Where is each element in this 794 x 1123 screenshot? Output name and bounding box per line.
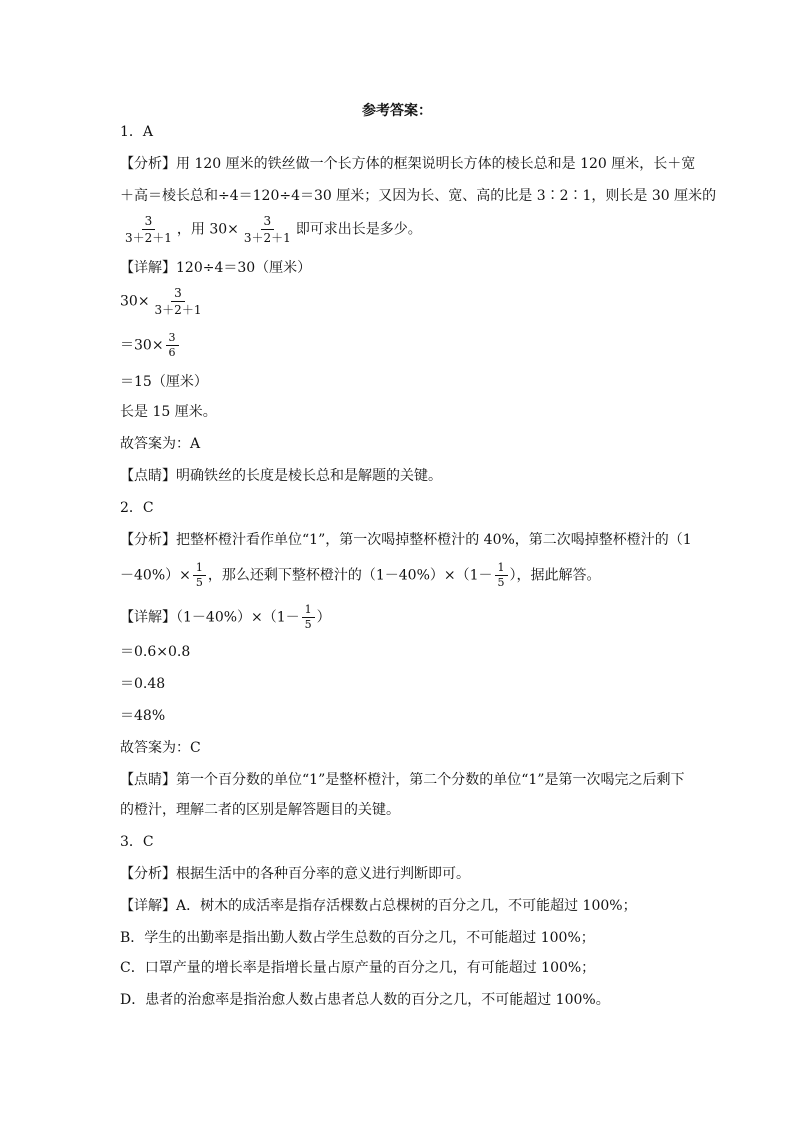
q1-detail-fraction bbox=[152, 286, 205, 317]
q2-analysis-text-b1: －40%）× bbox=[120, 567, 191, 584]
q3-detail-b: B．学生的出勤率是指出勤人数占学生总数的百分之几，不可能超过 100%； bbox=[120, 930, 595, 946]
q2-detail-1 bbox=[120, 604, 331, 631]
q2-fraction-numerator: 1 bbox=[193, 562, 206, 576]
q1-fraction-numerator: 3 bbox=[142, 214, 156, 230]
q3-number: 3．C bbox=[120, 834, 154, 850]
q2-detail-4: ＝48% bbox=[120, 708, 166, 724]
q1-detail-3-denominator: 6 bbox=[168, 346, 176, 359]
q1-detail-2 bbox=[120, 286, 206, 317]
q2-analysis-text-b3: ），据此解答。 bbox=[509, 567, 601, 584]
q2-number: 2．C bbox=[120, 500, 154, 516]
q1-analysis-text-c2: 即可求出长是多少。 bbox=[295, 221, 422, 238]
q2-fraction-denominator: 5 bbox=[195, 576, 203, 589]
q1-fraction bbox=[122, 214, 175, 245]
q1-detail-2-prefix: 30× bbox=[120, 293, 150, 310]
q2-analysis-line-1: 【分析】把整杯橙汁看作单位“1”，第一次喝掉整杯橙汁的 40%，第二次喝掉整杯橙汁的（1 bbox=[120, 532, 692, 548]
q1-detail-1: 【详解】120÷4＝30（厘米） bbox=[120, 260, 312, 276]
q2-fraction bbox=[193, 562, 206, 589]
q2-answer: 故答案为：C bbox=[120, 740, 201, 756]
q2-fraction-2-denominator: 5 bbox=[497, 576, 505, 589]
q3-detail-a: 【详解】A．树木的成活率是指存活棵数占总棵树的百分之几，不可能超过 100%； bbox=[120, 898, 637, 914]
q1-analysis-line-2: ＋高＝棱长总和÷4＝120÷4＝30 厘米；又因为长、宽、高的比是 3∶2∶1，则长是 30 厘米的 bbox=[120, 188, 717, 204]
q2-detail-fraction-denominator: 5 bbox=[304, 618, 312, 631]
q1-answer: 故答案为：A bbox=[120, 436, 201, 452]
q1-analysis-line-1: 【分析】用 120 厘米的铁丝做一个长方体的框架说明长方体的棱长总和是 120 厘米，长＋宽 bbox=[120, 156, 696, 172]
q2-analysis-text-b2: ，那么还剩下整杯橙汁的（1－40%）×（1－ bbox=[207, 567, 493, 584]
q3-detail-d: D．患者的治愈率是指治愈人数占患者总人数的百分之几，不可能超过 100%。 bbox=[120, 992, 610, 1008]
q1-fraction-2 bbox=[241, 214, 294, 245]
q1-detail-4: ＝15（厘米） bbox=[120, 374, 208, 390]
q2-detail-1-suffix: ） bbox=[316, 609, 331, 626]
q1-detail-3-prefix: ＝30× bbox=[120, 337, 164, 354]
q2-fraction-2 bbox=[495, 562, 508, 589]
q2-detail-3: ＝0.48 bbox=[120, 676, 166, 692]
q1-fraction-denominator: 3＋2＋1 bbox=[125, 231, 172, 245]
q1-detail-fraction-numerator: 3 bbox=[171, 286, 185, 302]
q2-comment-line-2: 的橙汁，理解二者的区别是解答题目的关键。 bbox=[120, 802, 400, 818]
q1-fraction-2-denominator: 3＋2＋1 bbox=[243, 231, 291, 245]
q1-detail-fraction-denominator: 3＋2＋1 bbox=[154, 303, 202, 317]
q1-detail-3-numerator: 3 bbox=[166, 332, 179, 346]
q2-detail-fraction bbox=[302, 604, 315, 631]
q3-detail-c: C．口罩产量的增长率是指增长量占原产量的百分之几，有可能超过 100%； bbox=[120, 960, 596, 976]
q1-detail-3-fraction bbox=[166, 332, 179, 359]
page-title: 参考答案： bbox=[362, 103, 432, 119]
q2-detail-2: ＝0.6×0.8 bbox=[120, 644, 191, 660]
q1-comment: 【点睛】明确铁丝的长度是棱长总和是解题的关键。 bbox=[120, 468, 442, 484]
q2-detail-fraction-numerator: 1 bbox=[302, 604, 315, 618]
q3-analysis: 【分析】根据生活中的各种百分率的意义进行判断即可。 bbox=[120, 866, 470, 882]
q1-analysis-text-c1: ，用 30× bbox=[176, 221, 239, 238]
q1-detail-5: 长是 15 厘米。 bbox=[120, 404, 217, 420]
q1-analysis-line-3 bbox=[120, 214, 422, 245]
q1-fraction-2-numerator: 3 bbox=[261, 214, 275, 230]
q2-analysis-line-2 bbox=[120, 562, 601, 589]
q1-number: 1．A bbox=[120, 124, 154, 140]
q2-fraction-2-numerator: 1 bbox=[495, 562, 508, 576]
q2-detail-1-prefix: 【详解】（1－40%）×（1－ bbox=[120, 609, 300, 626]
q2-comment-line-1: 【点睛】第一个百分数的单位“1”是整杯橙汁，第二个分数的单位“1”是第一次喝完之后剩下 bbox=[120, 772, 685, 788]
q1-detail-3 bbox=[120, 332, 181, 359]
